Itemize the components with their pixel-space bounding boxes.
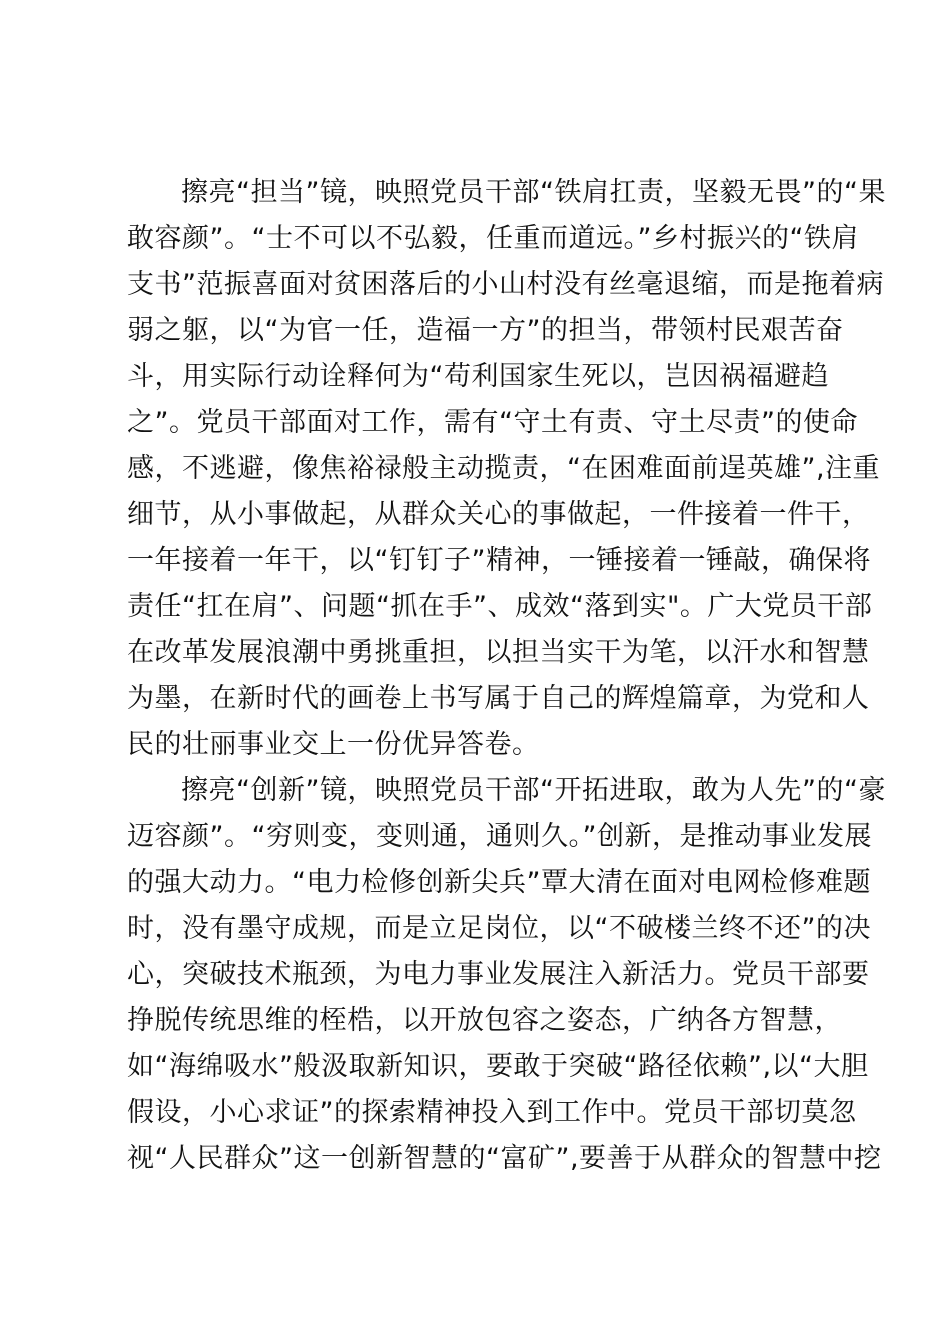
text-line: 假设，小心求证”的探索精神投入到工作中。党员干部切莫忽 <box>127 1097 857 1128</box>
paragraph-responsibility <box>127 170 886 768</box>
text-line: 擦亮“担当”镜，映照党员干部“铁肩扛责，坚毅无畏”的“果 <box>181 177 886 208</box>
text-line: 迈容颜”。“穷则变，变则通，通则久。”创新，是推动事业发展 <box>127 821 872 852</box>
text-line: 支书”范振喜面对贫困落后的小山村没有丝毫退缩，而是拖着病 <box>127 269 884 300</box>
text-line: 感，不逃避，像焦裕禄般主动揽责，“在困难面前逞英雄”,注重 <box>127 453 881 484</box>
text-line: 斗，用实际行动诠释何为“苟利国家生死以，岂因祸福避趋 <box>127 361 829 392</box>
text-line: 心，突破技术瓶颈，为电力事业发展注入新活力。党员干部要 <box>127 959 870 990</box>
text-line: 如“海绵吸水”般汲取新知识，要敢于突破“路径依赖”,以“大胆 <box>127 1051 869 1082</box>
text-line: 敢容颜”。“士不可以不弘毅，任重而道远。”乡村振兴的“铁肩 <box>127 223 859 254</box>
text-line: 的强大动力。“电力检修创新尖兵”覃大清在面对电网检修难题 <box>127 867 871 898</box>
text-line: 擦亮“创新”镜，映照党员干部“开拓进取，敢为人先”的“豪 <box>181 775 886 806</box>
text-line: 民的壮丽事业交上一份优异答卷。 <box>127 729 540 760</box>
text-line: 视“人民群众”这一创新智慧的“富矿”,要善于从群众的智慧中挖 <box>127 1143 882 1174</box>
text-line: 一年接着一年干，以“钉钉子”精神，一锤接着一锤敲，确保将 <box>127 545 871 576</box>
text-line: 弱之躯，以“为官一任，造福一方”的担当，带领村民艰苦奋 <box>127 315 844 346</box>
text-line: 挣脱传统思维的桎梏，以开放包容之姿态，广纳各方智慧， <box>127 1005 842 1036</box>
text-line: 细节，从小事做起，从群众关心的事做起，一件接着一件干， <box>127 499 870 530</box>
paragraph-innovation <box>127 768 886 1182</box>
text-line: 责任“扛在肩”、问题“抓在手”、成效“落到实"。广大党员干部 <box>127 591 873 622</box>
text-line: 在改革发展浪潮中勇挑重担，以担当实干为笔，以汗水和智慧 <box>127 637 870 668</box>
text-line: 时，没有墨守成规，而是立足岗位，以“不破楼兰终不还”的决 <box>127 913 871 944</box>
text-line: 之”。党员干部面对工作，需有“守土有责、守土尽责”的使命 <box>127 407 858 438</box>
text-line: 为墨，在新时代的画卷上书写属于自己的辉煌篇章，为党和人 <box>127 683 870 714</box>
body-text <box>127 170 886 1182</box>
